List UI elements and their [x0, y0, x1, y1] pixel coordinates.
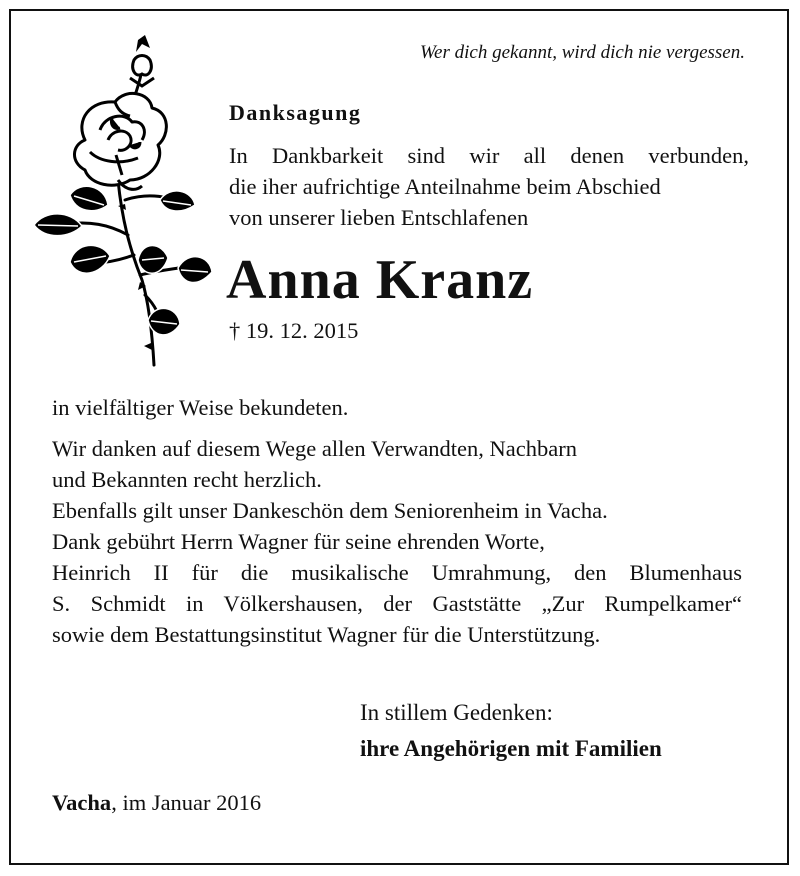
body-line: sowie dem Bestattungsinstitut Wagner für die Unterstützung.: [52, 622, 601, 647]
body-line: Ebenfalls gilt unser Dankeschön dem Seniorenheim in Vacha.: [52, 498, 608, 523]
intro-text: [229, 140, 749, 233]
body-text: [52, 392, 742, 650]
body-line: in vielfältiger Weise bekundeten.: [52, 395, 349, 420]
closing-signature: ihre Angehörigen mit Familien: [360, 736, 662, 761]
place-city: Vacha: [52, 790, 112, 815]
body-line: Dank gebührt Herrn Wagner für seine ehrenden Worte,: [52, 529, 545, 554]
body-line: Wir danken auf diesem Wege allen Verwandten, Nachbarn: [52, 436, 577, 461]
body-line: und Bekannten recht herzlich.: [52, 467, 322, 492]
motto: Wer dich gekannt, wird dich nie vergessen.: [419, 42, 745, 63]
heading-danksagung: Danksagung: [229, 100, 362, 125]
body-line: S. Schmidt in Völkershausen, der Gaststätte „Zur Rumpelkamer“: [52, 591, 742, 616]
intro-line: von unserer lieben Entschlafenen: [229, 205, 529, 230]
death-date: † 19. 12. 2015: [229, 318, 359, 343]
deceased-name: Anna Kranz: [226, 249, 534, 311]
place-date-text: , im Januar 2016: [111, 790, 262, 815]
body-line: Heinrich II für die musikalische Umrahmung, den Blumenhaus: [52, 560, 742, 585]
closing-line: In stillem Gedenken:: [360, 700, 553, 725]
rose-icon: [30, 30, 215, 375]
intro-line: die iher aufrichtige Anteilnahme beim Abschied: [229, 174, 661, 199]
place-date: [52, 790, 261, 816]
intro-line: In Dankbarkeit sind wir all denen verbunden,: [229, 143, 749, 168]
